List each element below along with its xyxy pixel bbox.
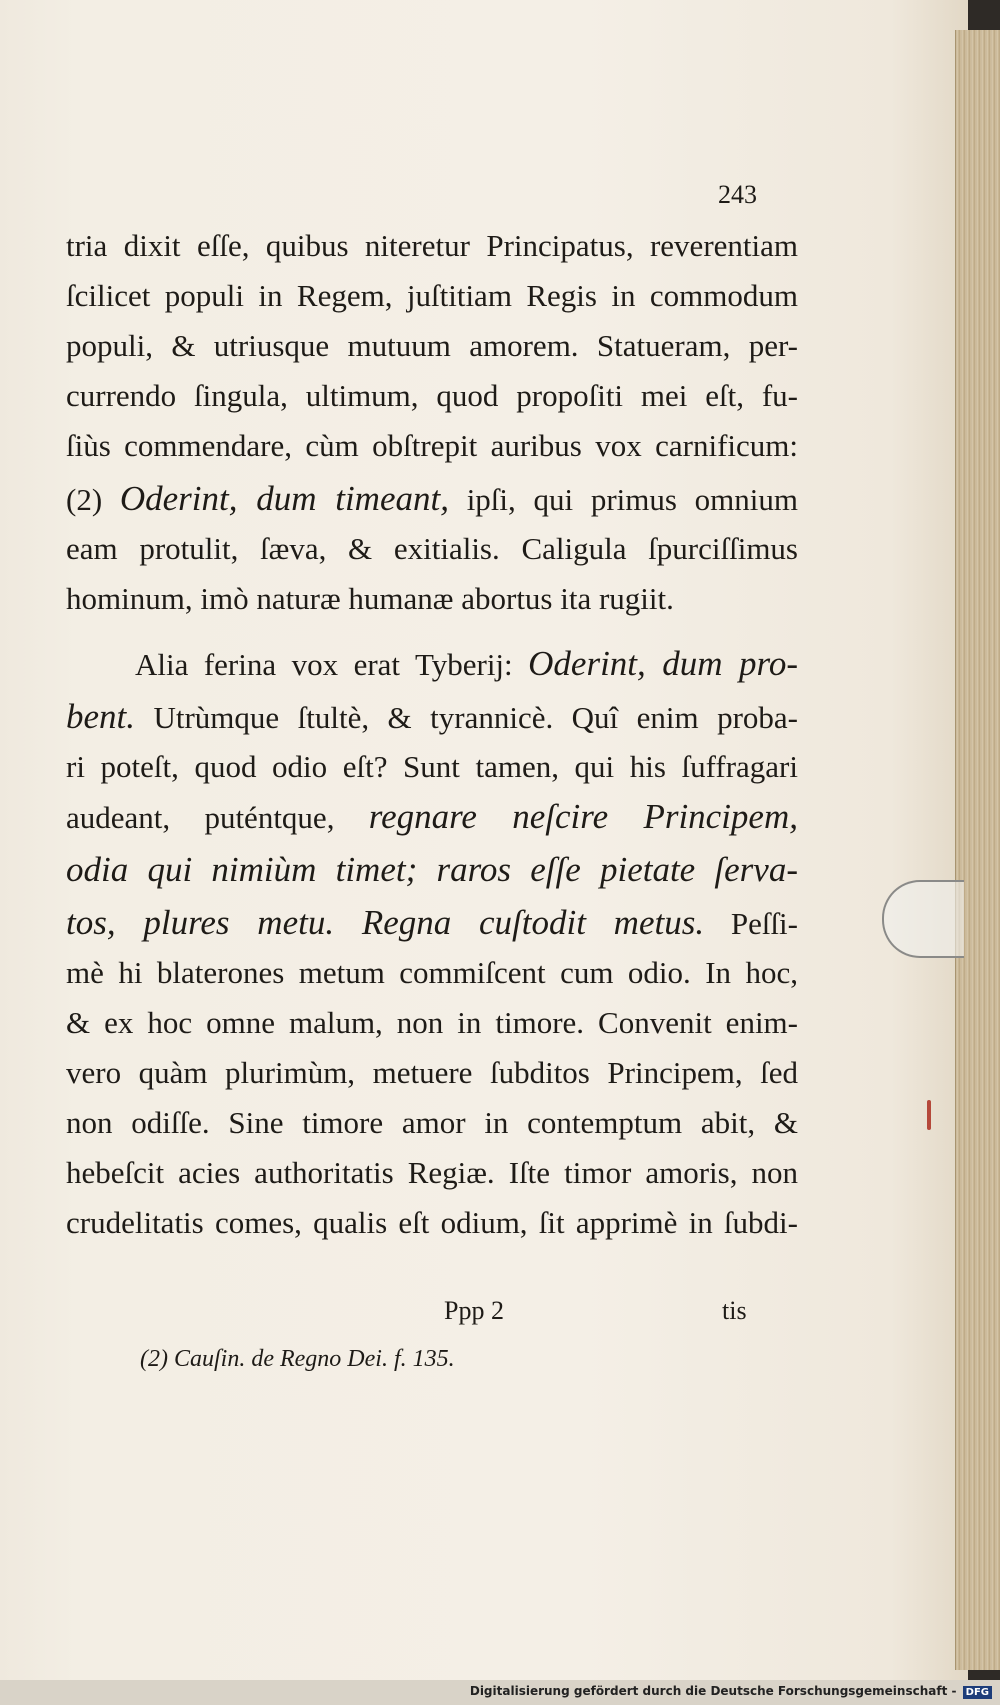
italic-text-span: tos, plures metu. Regna cuſtodit metus. bbox=[66, 903, 705, 942]
text-line bbox=[66, 1103, 798, 1143]
text-line bbox=[66, 747, 798, 787]
text-span: Alia ferina vox erat Tyberij: bbox=[135, 647, 529, 682]
text-span: audeant, puténtque, bbox=[66, 800, 369, 835]
text-span: eam protulit, ſæva, & exitialis. Caligula ſpurciſſimus bbox=[66, 531, 798, 566]
text-line bbox=[66, 529, 798, 569]
text-line bbox=[135, 644, 798, 685]
text-line bbox=[66, 953, 798, 993]
text-line bbox=[66, 426, 798, 466]
italic-text-span: Oderint, dum pro- bbox=[528, 644, 798, 683]
page-stack-edge bbox=[955, 30, 1000, 1670]
text-span: & ex hoc omne malum, non in timore. Convenit enim- bbox=[66, 1005, 798, 1040]
page-marker bbox=[927, 1100, 931, 1130]
text-span: vero quàm plurimùm, metuere ſubditos Principem, ſed bbox=[66, 1055, 798, 1090]
text-span: hebeſcit acies authoritatis Regiæ. Iſte timor amoris, non bbox=[66, 1155, 798, 1190]
text-line bbox=[66, 903, 798, 944]
text-line bbox=[66, 376, 798, 416]
text-span: mè hi blaterones metum commiſcent cum odio. In hoc, bbox=[66, 955, 798, 990]
dfg-logo-icon: DFG bbox=[963, 1686, 992, 1699]
text-span: non odiſſe. Sine timore amor in contemptum abit, & bbox=[66, 1105, 798, 1140]
digitization-credit bbox=[470, 1684, 992, 1699]
text-line bbox=[66, 1203, 798, 1243]
text-span: hominum, imò naturæ humanæ abortus ita rugiit. bbox=[66, 581, 674, 616]
text-line bbox=[66, 797, 798, 838]
text-line bbox=[66, 850, 798, 891]
text-line bbox=[66, 479, 798, 520]
text-span: tria dixit eſſe, quibus niteretur Principatus, reverentiam bbox=[66, 228, 798, 263]
text-line bbox=[66, 276, 798, 316]
text-line bbox=[66, 1153, 798, 1193]
text-span: ri poteſt, quod odio eſt? Sunt tamen, qui his ſuffragari bbox=[66, 749, 798, 784]
text-line bbox=[66, 326, 798, 366]
signature-mark: Ppp 2 bbox=[444, 1296, 504, 1325]
text-line bbox=[66, 579, 674, 619]
italic-text-span: Oderint, dum timeant, bbox=[119, 479, 449, 518]
text-span: Utrùmque ſtultè, & tyrannicè. Quî enim proba- bbox=[135, 700, 798, 735]
text-span: populi, & utriusque mutuum amorem. Statueram, per- bbox=[66, 328, 798, 363]
text-span: ipſi, qui primus omnium bbox=[448, 482, 799, 517]
text-line bbox=[66, 1003, 798, 1043]
text-span: crudelitatis comes, qualis eſt odium, ſit apprimè in ſubdi- bbox=[66, 1205, 798, 1240]
page-clip bbox=[882, 880, 964, 958]
text-span: (2) bbox=[66, 482, 120, 517]
catchword: tis bbox=[722, 1296, 747, 1325]
text-line bbox=[66, 697, 798, 738]
text-line bbox=[66, 1053, 798, 1093]
text-span: Peſſi- bbox=[704, 906, 798, 941]
page-number: 243 bbox=[718, 180, 757, 209]
text-span: ſcilicet populi in Regem, juſtitiam Regis in commodum bbox=[66, 278, 798, 313]
credit-text: Digitalisierung gefördert durch die Deutsche Forschungsgemeinschaft - bbox=[469, 1684, 957, 1698]
footnote: (2) Cauſin. de Regno Dei. f. 135. bbox=[140, 1346, 455, 1372]
italic-text-span: regnare neſcire Principem, bbox=[368, 797, 798, 836]
italic-text-span: odia qui nimiùm timet; raros eſſe pietate ſerva- bbox=[66, 850, 798, 889]
text-span: ſiùs commendare, cùm obſtrepit auribus vox carnificum: bbox=[66, 428, 798, 463]
text-line bbox=[66, 226, 798, 266]
italic-text-span: bent. bbox=[66, 697, 136, 736]
text-span: currendo ſingula, ultimum, quod propoſiti mei eſt, fu- bbox=[66, 378, 798, 413]
